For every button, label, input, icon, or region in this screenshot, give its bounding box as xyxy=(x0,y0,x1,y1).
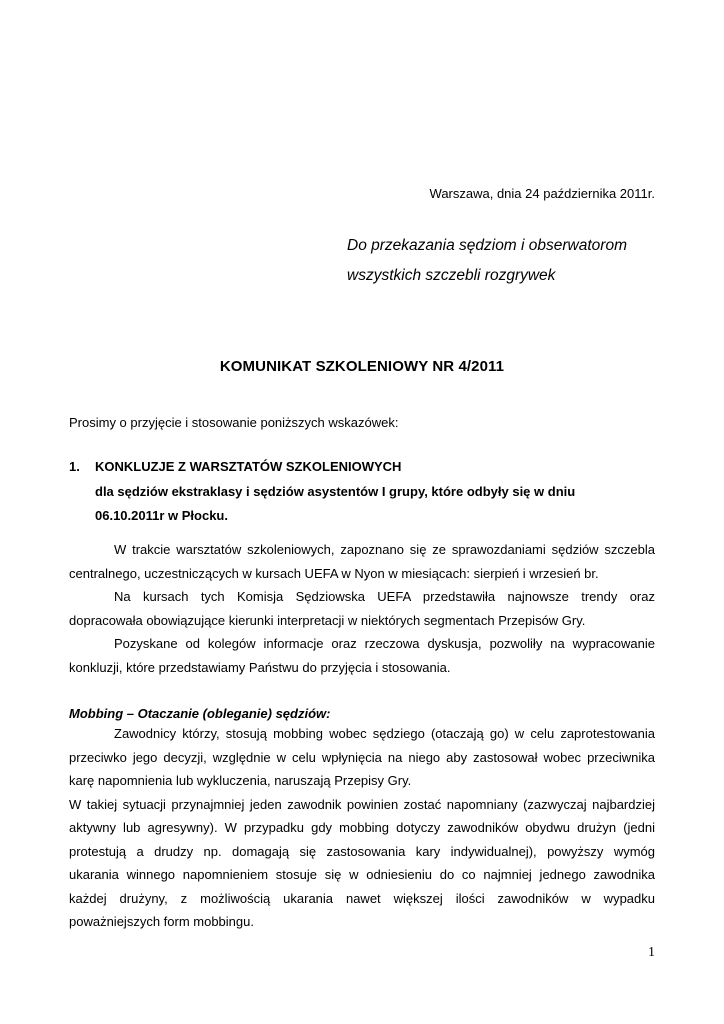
intro-text: Prosimy o przyjęcie i stosowanie poniższych wskazówek: xyxy=(69,415,399,430)
body-line: karę napomnienia lub wykluczenia, naruszają Przepisy Gry. xyxy=(69,773,412,788)
body-line: centralnego, uczestniczących w kursach UEFA w Nyon w miesiącach: sierpień i wrzesień br. xyxy=(69,565,599,581)
body-line: Na kursach tych Komisja Sędziowska UEFA przedstawiła najnowsze trendy oraz xyxy=(114,589,655,604)
section-heading-line: 06.10.2011r w Płocku. xyxy=(95,508,228,523)
mobbing-body xyxy=(69,722,655,934)
body-line: ukarania winnego napomnieniem stosuje się w odniesieniu do co najmniej jednego zawodnika xyxy=(69,867,655,882)
document-title: KOMUNIKAT SZKOLENIOWY NR 4/2011 xyxy=(219,358,505,375)
page-number: 1 xyxy=(648,945,655,960)
section-heading-line: KONKLUZJE Z WARSZTATÓW SZKOLENIOWYCH xyxy=(95,459,402,474)
body-line: konkluzji, które przedstawiamy Państwu do przyjęcia i stosowania. xyxy=(69,659,451,675)
body-line: Zawodnicy którzy, stosują mobbing wobec sędziego (otaczają go) w celu zaprotestowania xyxy=(114,726,655,741)
body-line: protestują a drudzy np. domagają się zastosowania kary indywidualnej), powyższy wymóg xyxy=(69,843,655,859)
body-line: dopracowała obowiązujące kierunki interpretacji w niektórych segmentach Przepisów Gry. xyxy=(69,612,586,628)
body-line: Pozyskane od kolegów informacje oraz rzeczowa dyskusja, pozwoliły na wypracowanie xyxy=(114,636,655,651)
section-body xyxy=(69,538,655,679)
section-heading-line: dla sędziów ekstraklasy i sędziów asystentów I grupy, które odbyły się w dniu xyxy=(95,484,576,499)
addressee-line-1: Do przekazania sędziom i obserwatorom xyxy=(347,237,627,254)
body-line: aktywny lub agresywny). W przypadku gdy mobbing dotyczy zawodników obydwu drużyn (jedni xyxy=(69,820,655,835)
document-date: Warszawa, dnia 24 października 2011r. xyxy=(429,186,655,201)
body-line: przeciwko jego decyzji, względnie w celu wpłynięcia na niego aby zastosował wobec przeciwnika xyxy=(69,749,655,765)
mobbing-heading: Mobbing – Otaczanie (obleganie) sędziów: xyxy=(69,706,331,721)
body-line: W takiej sytuacji przynajmniej jeden zawodnik powinien zostać napomniany (zazwyczaj najbardziej xyxy=(69,796,655,812)
body-line: W trakcie warsztatów szkoleniowych, zapoznano się ze sprawozdaniami sędziów szczebla xyxy=(114,542,655,557)
addressee-line-2: wszystkich szczebli rozgrywek xyxy=(347,267,556,284)
body-line: każdej drużyny, z możliwością ukarania nawet większej ilości zawodników w wypadku xyxy=(69,890,655,906)
section-number: 1. xyxy=(69,459,80,474)
body-line: poważniejszych form mobbingu. xyxy=(69,914,254,929)
